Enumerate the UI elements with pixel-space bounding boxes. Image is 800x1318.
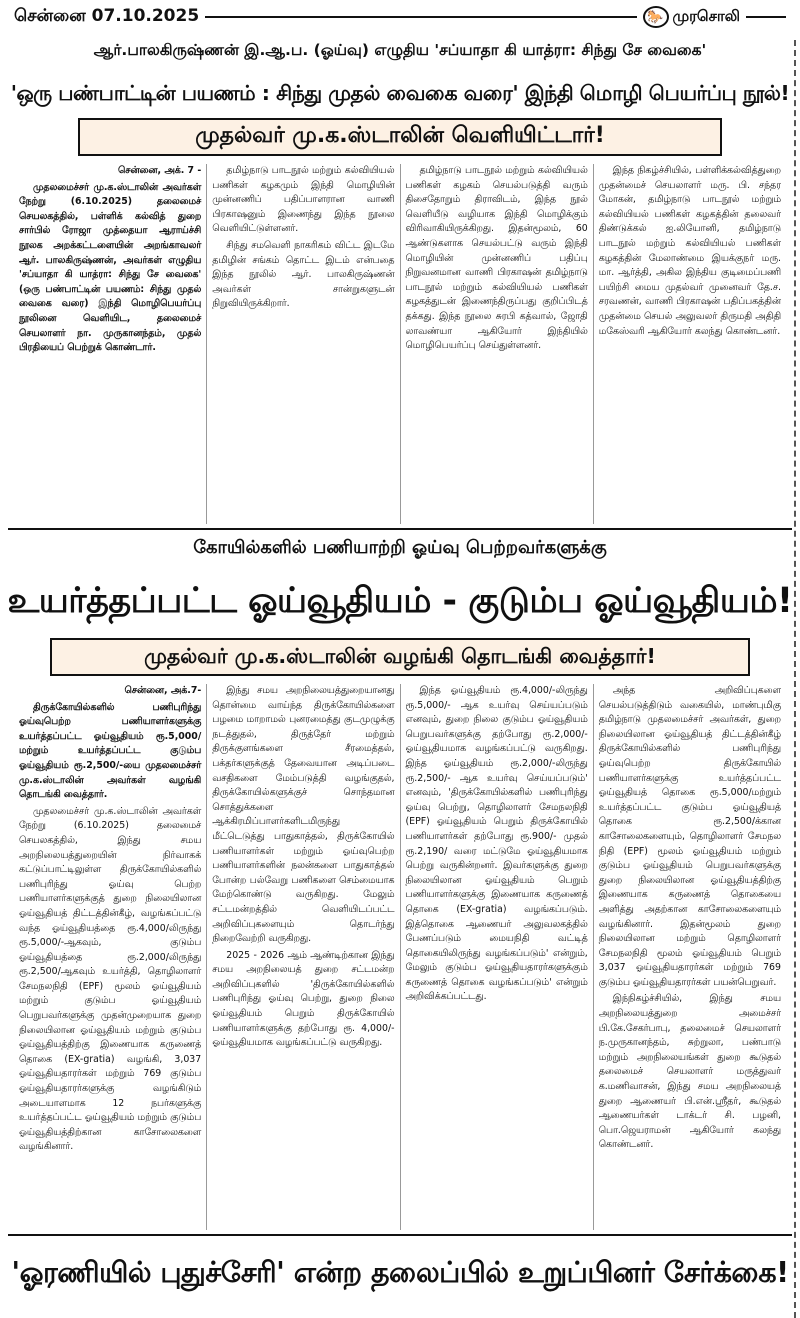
story2-col1 (14, 684, 207, 1230)
story1-headline: 'ஒரு பண்பாட்டின் பயணம் : சிந்து முதல் வைகை வரை' இந்தி மொழி பெயர்ப்பு நூல்! (10, 81, 790, 105)
story1-lead: முதலமைச்சர் மு.க.ஸ்டாலின் அவர்கள் நேற்று (6.10.2025) தலைமைச் செயலகத்தில், பள்ளிக் கல்வித் துறை சார்பில் ரோஜா முத்தையா ஆராய்ச்சி நூலக அறக்கட்டளையின் அறங்காவலர் ஆர். பாலகிருஷ்ணன், அவர்கள் எழுதிய 'சப்யாதா கி யாத்ரா: சிந்து சே வைகை' (ஒரு பண்பாட்டின் பயணம்: சிந்து முதல் வைகை வரை) இந்தி மொழிபெயர்ப்பு நூலினை வெளியிட, தலைமைச் செயலாளர் நா. முருகானந்தம், முதல் பிரதியைப் பெற்றுக் கொண்டார். (19, 181, 202, 354)
story2-para1: முதலமைச்சர் மு.க.ஸ்டாலின் அவர்கள் நேற்று (6.10.2025) தலைமைச் செயலகத்தில், இந்து சமய அறநிலையத்துறையின் நிர்வாகக் கட்டுப்பாட்டிலுள்ள திருக்கோயில்களில் பணிபுரிந்து ஓய்வு பெற்ற பணியாளர்களுக்குத் துறை நிலையிலான ஓய்வூதியத் திட்டத்தின்கீழ், வழங்கப்பட்டு வந்த ஓய்வூதியத்தை ரூ.4,000/லிருந்து ரூ.5,000/-ஆகவும், குடும்ப ஓய்வூதியத்தை ரூ.2,000/லிருந்து ரூ.2,500/ஆகவும் உயர்த்தி, தொழிலாளர் சேமநலநிதி (EPF) மூலம் ஓய்வூதியம் மற்றும் குடும்ப ஓய்வூதியம் பெறுபவர்களுக்கு முதன்முறையாக துறை நிலையிலான ஓய்வூதியம் மற்றும் குடும்ப ஓய்வூதியத்திற்கு இணையாக கருணைத் தொகை (EX-gratia) வழங்கி, 3,037 ஓய்வூதியதாரர்கள் மற்றும் 769 குடும்ப ஓய்வூதியதாரர்களுக்கு வழங்கிடும் அடையாளமாக 12 நபர்களுக்கு உயர்த்தப்பட்ட ஓய்வூதியம் மற்றும் குடும்ப ஓய்வூதியத்திற்கான காசோலைகளை வழங்கினார். (19, 805, 202, 1153)
story1-col3 (401, 164, 594, 524)
story2-para3: 2025 - 2026 ஆம் ஆண்டிற்கான இந்து சமய அறநிலையத் துறை சட்டமன்ற அறிவிப்புகளில் 'திருக்கோயில்களில் பணிபுரிந்து ஓய்வு பெற்று, துறை நிலை ஓய்வூதியம் பெறும் திருக்கோயில் பணியாளர்களுக்கு தற்போது ரூ. 4,000/- ஓய்வூதியமாக வழங்கப்பட்டு வருகிறது. (212, 949, 395, 1049)
story2-dateline: சென்னை, அக்.7- (124, 685, 202, 696)
story1-para2: தமிழ்நாடு பாடநூல் மற்றும் கல்வியியல் பணிகள் கழகமும் இந்தி மொழியின் முன்னணிப் பதிப்பாளரான வாணி பிரகாஷனும் இணைந்து இந்த நூலை வெளியிட்டுள்ளனர். (212, 165, 395, 235)
story1-dateline: சென்னை, அக். 7 - (117, 165, 202, 176)
story1-para4: தமிழ்நாடு பாடநூல் மற்றும் கல்வியியல் பணிகள் கழகம் செயல்படுத்தி வரும் திசைதோறும் திராவிடம், இந்த நூல் வெளியீடு வழியாக இந்தி மொழிக்கும் விரிவாகியிருக்கிறது. இதன்மூலம், 60 ஆண்டுகளாக செயல்பட்டு வரும் இந்தி மொழியின் முன்னணிப் பதிப்பு நிறுவனமான வாணி பிரகாஷன் தமிழ்நாடு பாடநூல் மற்றும் கல்வியியல் பணிகள் கழகத்துடன் இணைந்திருப்பது குறிப்பிடத் தக்கது. இந்த நூலை சுரபி கத்வால், ஜோதி லாவண்யா ஆகியோர் இந்தியில் மொழிபெயர்ப்பு செய்துள்ளனர். (405, 165, 588, 352)
story1-columns (14, 164, 786, 524)
section-divider-2 (8, 1234, 792, 1236)
story2-para5: அந்த அறிவிப்புகளை செயல்படுத்திடும் வகையில், மாண்புமிகு தமிழ்நாடு முதலமைச்சர் அவர்கள், துறை நிலையிலான ஓய்வூதியத் திட்டத்தின்கீழ் திருக்கோயில்களில் பணிபுரிந்து ஓய்வுபெற்ற திருக்கோயில் பணியாளர்களுக்கு உயர்த்தப்பட்ட ஓய்வூதியத் தொகை ரூ.5,000/மற்றும் உயர்த்தப்பட்ட குடும்ப ஓய்வூதியத் தொகை ரூ.2,500/க்கான காசோலைகளையும், தொழிலாளர் சேமநல நிதி (EPF) மூலம் ஓய்வூதியம் மற்றும் குடும்ப ஓய்வூதியம் பெறுபவர்களுக்கு துறை நிலையிலான ஓய்வூதியத்திற்கு இணையாக கருணைத் தொகையை அளித்து அதற்கான காசோலைகளையும் வழங்கினார். இதன்மூலம் துறை நிலையிலான மற்றும் தொழிலாளர் சேமநலநிதி மூலம் ஓய்வூதியம் பெறும் 3,037 ஓய்வூதியதாரர்கள் மற்றும் 769 குடும்ப ஓய்வூதியதாரர்கள் பயன்பெறுவர். (598, 685, 781, 988)
story2-subhead: முதல்வர் மு.க.ஸ்டாலின் வழங்கி தொடங்கி வைத்தார்! (50, 638, 750, 676)
story2-para4: இந்த ஓய்வூதியம் ரூ.4,000/-லிருந்து ரூ.5,000/- ஆக உயர்வு செய்யப்படும் எனவும், துறை நிலை குடும்ப ஓய்வூதியம் பெறுபவர்களுக்கு தற்போது ரூ.2,000/- ஓய்வூதியமாக வழங்கப்பட்டு வருகிறது. இந்த ஓய்வூதியம் ரூ.2,000/-லிருந்து ரூ.2,500/- ஆக உயர்வு செய்யப்படும்' எனவும், 'திருக்கோயில்களில் பணிபுரிந்து ஓய்வு பெற்று, தொழிலாளர் சேமநலநிதி (EPF) ஓய்வூதியம் பெறும் திருக்கோயில் பணியாளர்கள் தற்போது ரூ.900/- முதல் ரூ.2,190/ வரை மட்டுமே ஓய்வூதியமாக பெற்று வருகின்றனர். இவர்களுக்கு துறை நிலையிலான ஓய்வூதியம் பெறும் பணியாளர்களுக்கு இணையாக கருணைத் தொகை (EX-gratia) வழங்கப்படும். இத்தொகை ஆணையர் அலுவலகத்தில் பேணப்படும் மையநிதி வட்டித் தொகையிலிருந்து வழங்கப்படும்' என்றும், மேலும் குடும்ப ஓய்வூதியதாரர்களுக்கும் கருணைத் தொகை வழங்கப்படும்' என்றும் அறிவிக்கப்பட்டது. (405, 685, 588, 1003)
story1-col1 (14, 164, 207, 524)
masthead (14, 4, 786, 30)
story1-para3: சிந்து சமவெளி நாகரிகம் விட்ட இடமே தமிழின் சங்கம் தொட்ட இடம் என்பதை இந்த நூலில் ஆர். பாலகிருஷ்ணன் அவர்கள் சான்றுகளுடன் நிறுவியிருக்கிறார். (212, 239, 395, 310)
story1-col4 (594, 164, 786, 524)
story2-para6: இந்நிகழ்ச்சியில், இந்து சமய அறநிலையத்துறை அமைச்சர் பி.கே.சேகர்பாபு, தலைமைச் செயலாளர் ந.முருகானந்தம், சுற்றுலா, பண்பாடு மற்றும் அறநிலையங்கள் துறை கூடுதல் தலைமைச் செயலாளர் மருத்துவர் க.மணிவாசன், இந்து சமய அறநிலையத் துறை ஆணையர் பி.என்.ஸ்ரீதர், கூடுதல் ஆணையர்கள் டாக்டர் சி. பழனி, பொ.ஜெயராமன் ஆகியோர் கலந்து கொண்டனர். (598, 993, 781, 1151)
story1-para5: இந்த நிகழ்ச்சியில், பள்ளிக்கல்வித்துறை முதன்மைச் செயலாளர் மரு. பி. சந்தர மோகன், தமிழ்நாடு பாடநூல் மற்றும் கல்வியியல் பணிகள் கழகத்தின் தலைவர் திண்டுக்கல் ஐ.லியோனி, தமிழ்நாடு பாடநூல் மற்றும் கல்வியியல் பணிகள் கழகத்தின் மேலாண்மை இயக்குநர் மரு. மா. ஆர்த்தி, அகில இந்திய குடிமைப்பணி பயிற்சி மைய முதல்வர் முனைவர் தே.ச. சரவணன், வாணி பிரகாஷன் பதிப்பகத்தின் முதன்மை செயல் அலுவலர் திருமதி அதிதி மகேஸ்வரி ஆகியோர் கலந்து கொண்டனர். (598, 165, 781, 337)
masthead-rule-right (746, 16, 786, 18)
story2-col3 (401, 684, 594, 1230)
story1-col2 (207, 164, 400, 524)
story2-columns (14, 684, 786, 1230)
issue-date: சென்னை 07.10.2025 (14, 6, 200, 26)
newspaper-name: முரசொலி (672, 7, 740, 25)
story2-lead: திருக்கோயில்களில் பணிபுரிந்து ஓய்வுபெற்ற பணியாளர்களுக்கு உயர்த்தப்பட்ட ஓய்வூதியம் ரூ.5,000/ மற்றும் உயர்த்தப்பட்ட குடும்ப ஓய்வூதியம் ரூ.2,500/-யை முதலமைச்சர் மு.க.ஸ்டாலின் அவர்கள் வழங்கி தொடங்கி வைத்தார். (19, 701, 202, 801)
story1-kicker: ஆர்.பாலகிருஷ்ணன் இ.ஆ.ப. (ஓய்வு) எழுதிய 'சப்யாதா கி யாத்ரா: சிந்து சே வைகை' (93, 41, 707, 59)
story3-headline: 'ஓரணியில் புதுச்சேரி' என்ற தலைப்பில் உறுப்பினர் சேர்க்கை! (11, 1256, 789, 1289)
story2-kicker: கோயில்களில் பணியாற்றி ஓய்வு பெற்றவர்களுக்கு (193, 537, 607, 558)
story2-para2: இந்து சமய அறநிலையத்துறையானது தொன்மை வாய்ந்த திருக்கோயில்களை பழமை மாறாமல் புனரமைத்து குடமுழுக்கு நடத்துதல், திருத்தேர் மற்றும் திருக்குளங்களை சீரமைத்தல், பக்தர்களுக்குத் தேவையான அடிப்படை வசதிகளை மேம்படுத்தி வழங்குதல், திருக்கோயில்களுக்குச் சொந்தமான சொத்துக்களை ஆக்கிரமிப்பாளர்களிடமிருந்து மீட்டெடுத்து பாதுகாத்தல், திருக்கோயில் பணியாளர்கள் மற்றும் ஓய்வுபெற்ற பணியாளர்களின் நலன்களை பாதுகாத்தல் போன்ற பல்வேறு பணிகளை செம்மையாக மேற்கொண்டு வருகிறது. மேலும் சட்டமன்றத்தில் வெளியிடப்பட்ட அறிவிப்புகளையும் தொடர்ந்து நிறைவேற்றி வருகிறது. (212, 685, 395, 945)
section-divider (8, 528, 792, 530)
story2-col4 (594, 684, 786, 1230)
page-edge-dashes (794, 40, 796, 1318)
story1-subhead: முதல்வர் மு.க.ஸ்டாலின் வெளியிட்டார்! (78, 118, 722, 156)
masthead-rule (205, 16, 636, 18)
story2-headline: உயர்த்தப்பட்ட ஓய்வூதியம் - குடும்ப ஓய்வூதியம்! (7, 581, 793, 621)
horse-logo-icon: 🐎 (643, 6, 669, 28)
story2-col2 (207, 684, 400, 1230)
